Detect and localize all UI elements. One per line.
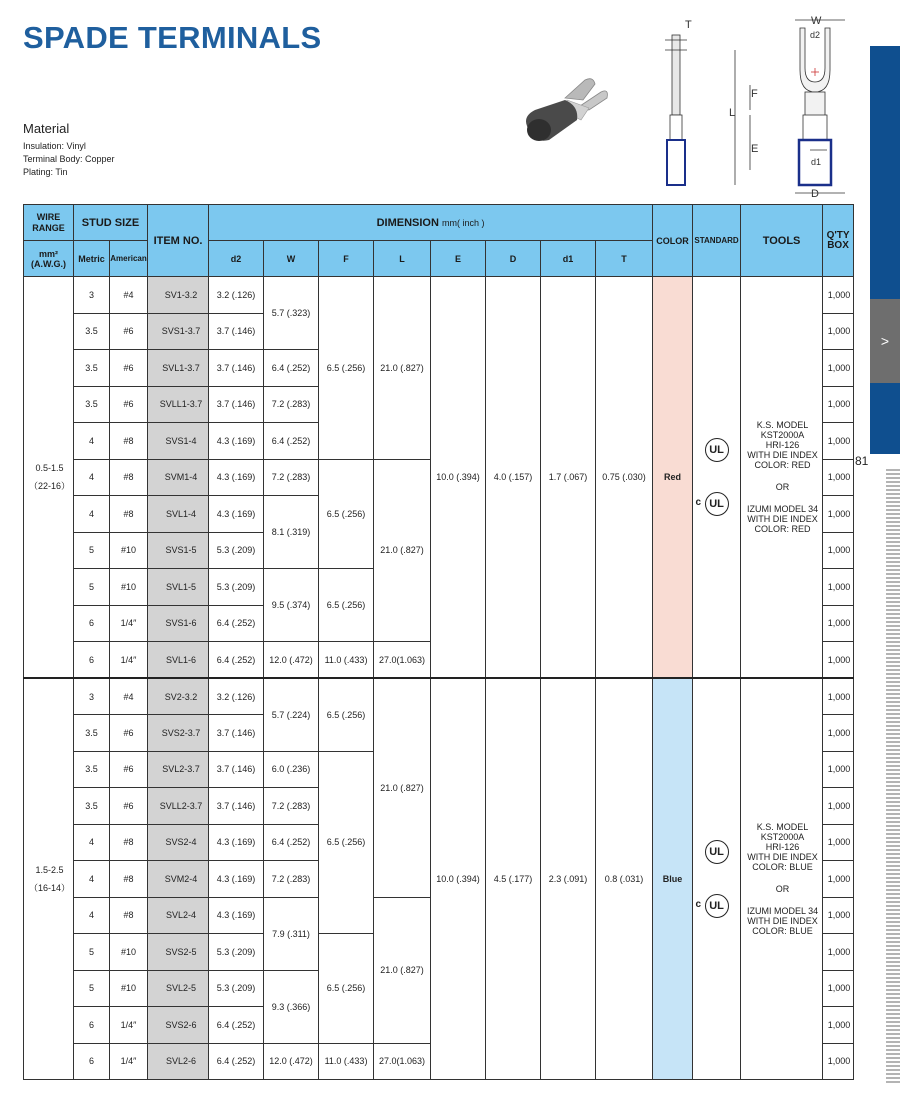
american-cell: #8 [110, 824, 148, 861]
american-cell: #6 [110, 313, 148, 350]
american-cell: 1/4″ [110, 1007, 148, 1044]
header-wire-range: WIRE RANGE [24, 205, 74, 241]
w-cell: 9.3 (.366) [264, 970, 319, 1043]
metric-cell: 3.5 [74, 313, 110, 350]
item-no-cell: SVL1-5 [148, 569, 209, 606]
t-cell: 0.8 (.031) [596, 678, 653, 1080]
item-no-cell: SVS1-3.7 [148, 313, 209, 350]
f-cell: 6.5 (.256) [319, 277, 374, 460]
metric-cell: 5 [74, 934, 110, 971]
d2-cell: 4.3 (.169) [209, 824, 264, 861]
american-cell: #6 [110, 386, 148, 423]
qty-cell: 1,000 [823, 934, 854, 971]
american-cell: #8 [110, 423, 148, 460]
d2-cell: 4.3 (.169) [209, 897, 264, 934]
w-cell: 7.2 (.283) [264, 459, 319, 496]
l-cell: 21.0 (.827) [374, 459, 431, 642]
metric-cell: 3.5 [74, 788, 110, 825]
w-cell: 7.2 (.283) [264, 861, 319, 898]
material-plating: Plating: Tin [23, 167, 68, 177]
qty-cell: 1,000 [823, 678, 854, 715]
w-cell: 12.0 (.472) [264, 1043, 319, 1080]
f-cell: 6.5 (.256) [319, 459, 374, 569]
d-cell: 4.0 (.157) [486, 277, 541, 679]
f-cell: 6.5 (.256) [319, 678, 374, 751]
l-cell: 21.0 (.827) [374, 277, 431, 460]
d-cell: 4.5 (.177) [486, 678, 541, 1080]
w-cell: 6.4 (.252) [264, 824, 319, 861]
table-row [24, 277, 854, 314]
header-item-no: ITEM NO. [148, 205, 209, 277]
qty-cell: 1,000 [823, 897, 854, 934]
header-d1: d1 [541, 241, 596, 277]
item-no-cell: SVM2-4 [148, 861, 209, 898]
svg-text:F: F [751, 88, 758, 100]
w-cell: 12.0 (.472) [264, 642, 319, 679]
metric-cell: 4 [74, 861, 110, 898]
svg-text:W: W [811, 15, 822, 27]
item-no-cell: SVS1-6 [148, 605, 209, 642]
e-cell: 10.0 (.394) [431, 678, 486, 1080]
ul-listed-icon: UL [705, 840, 729, 864]
qty-cell: 1,000 [823, 423, 854, 460]
qty-cell: 1,000 [823, 459, 854, 496]
d1-cell: 1.7 (.067) [541, 277, 596, 679]
color-cell: Red [653, 277, 693, 679]
american-cell: #10 [110, 569, 148, 606]
f-cell: 6.5 (.256) [319, 751, 374, 934]
metric-cell: 4 [74, 897, 110, 934]
d2-cell: 4.3 (.169) [209, 861, 264, 898]
item-no-cell: SVS1-4 [148, 423, 209, 460]
item-no-cell: SVL1-4 [148, 496, 209, 533]
standard-cell: UL c UL [693, 277, 741, 679]
w-cell: 7.9 (.311) [264, 897, 319, 970]
w-cell: 9.5 (.374) [264, 569, 319, 642]
header-d2: d2 [209, 241, 264, 277]
metric-cell: 5 [74, 532, 110, 569]
item-no-cell: SVM1-4 [148, 459, 209, 496]
metric-cell: 6 [74, 605, 110, 642]
american-cell: #8 [110, 861, 148, 898]
item-no-cell: SVL2-3.7 [148, 751, 209, 788]
american-cell: #8 [110, 496, 148, 533]
american-cell: #8 [110, 459, 148, 496]
header-l: L [374, 241, 431, 277]
header-t: T [596, 241, 653, 277]
header-american: American [110, 241, 148, 277]
qty-cell: 1,000 [823, 386, 854, 423]
item-no-cell: SVS2-3.7 [148, 715, 209, 752]
american-cell: #6 [110, 350, 148, 387]
material-heading: Material [23, 121, 70, 136]
american-cell: #4 [110, 678, 148, 715]
item-no-cell: SV2-3.2 [148, 678, 209, 715]
item-no-cell: SVL2-5 [148, 970, 209, 1007]
l-cell: 21.0 (.827) [374, 678, 431, 897]
qty-cell: 1,000 [823, 1043, 854, 1080]
section-side-tab [870, 46, 900, 454]
index-ruler [886, 468, 900, 1083]
svg-text:L: L [729, 107, 736, 119]
american-cell: #10 [110, 970, 148, 1007]
header-standard: STANDARD [693, 205, 741, 277]
qty-cell: 1,000 [823, 350, 854, 387]
w-cell: 7.2 (.283) [264, 788, 319, 825]
metric-cell: 3.5 [74, 386, 110, 423]
product-photo [515, 70, 625, 150]
header-e: E [431, 241, 486, 277]
header-qty: Q'TY BOX [823, 205, 854, 277]
metric-cell: 5 [74, 569, 110, 606]
metric-cell: 3.5 [74, 350, 110, 387]
header-dimension: DIMENSION mm( inch ) [209, 205, 653, 241]
page-number: 81 [855, 454, 869, 468]
spec-table [23, 204, 854, 1080]
american-cell: #8 [110, 897, 148, 934]
item-no-cell: SVS2-4 [148, 824, 209, 861]
t-cell: 0.75 (.030) [596, 277, 653, 679]
cul-listed-icon: UL [705, 492, 729, 516]
l-cell: 27.0(1.063) [374, 642, 431, 679]
american-cell: #4 [110, 277, 148, 314]
item-no-cell: SVS2-6 [148, 1007, 209, 1044]
l-cell: 27.0(1.063) [374, 1043, 431, 1080]
qty-cell: 1,000 [823, 861, 854, 898]
d2-cell: 4.3 (.169) [209, 423, 264, 460]
d2-cell: 6.4 (.252) [209, 1007, 264, 1044]
d2-cell: 3.7 (.146) [209, 788, 264, 825]
svg-text:D: D [811, 188, 819, 200]
d2-cell: 3.7 (.146) [209, 751, 264, 788]
header-f: F [319, 241, 374, 277]
d2-cell: 5.3 (.209) [209, 532, 264, 569]
material-insulation: Insulation: Vinyl [23, 141, 86, 151]
american-cell: #6 [110, 751, 148, 788]
table-row [24, 678, 854, 715]
w-cell: 5.7 (.224) [264, 678, 319, 751]
item-no-cell: SVS1-5 [148, 532, 209, 569]
item-no-cell: SVL1-6 [148, 642, 209, 679]
qty-cell: 1,000 [823, 751, 854, 788]
qty-cell: 1,000 [823, 642, 854, 679]
american-cell: 1/4″ [110, 1043, 148, 1080]
qty-cell: 1,000 [823, 824, 854, 861]
american-cell: #6 [110, 788, 148, 825]
svg-text:d1: d1 [811, 157, 822, 167]
header-wire-unit: mm² (A.W.G.) [24, 241, 74, 277]
tools-cell: K.S. MODEL KST2000A HRI-126 WITH DIE INDEX COLOR: BLUE OR IZUMI MODEL 34 WITH DIE INDEX COLOR: BLUE [741, 678, 823, 1080]
qty-cell: 1,000 [823, 715, 854, 752]
svg-text:d2: d2 [810, 30, 821, 40]
qty-cell: 1,000 [823, 569, 854, 606]
american-cell: #10 [110, 532, 148, 569]
metric-cell: 4 [74, 423, 110, 460]
metric-cell: 3.5 [74, 715, 110, 752]
d2-cell: 4.3 (.169) [209, 496, 264, 533]
e-cell: 10.0 (.394) [431, 277, 486, 679]
ul-listed-icon: UL [705, 438, 729, 462]
qty-cell: 1,000 [823, 788, 854, 825]
qty-cell: 1,000 [823, 970, 854, 1007]
w-cell: 6.4 (.252) [264, 423, 319, 460]
tools-cell: K.S. MODEL KST2000A HRI-126 WITH DIE INDEX COLOR: RED OR IZUMI MODEL 34 WITH DIE INDEX COLOR: RED [741, 277, 823, 679]
qty-cell: 1,000 [823, 313, 854, 350]
header-stud-size: STUD SIZE [74, 205, 148, 241]
metric-cell: 6 [74, 642, 110, 679]
svg-text:T: T [685, 19, 692, 31]
d2-cell: 4.3 (.169) [209, 459, 264, 496]
header-tools: TOOLS [741, 205, 823, 277]
american-cell: #6 [110, 715, 148, 752]
metric-cell: 6 [74, 1043, 110, 1080]
w-cell: 6.0 (.236) [264, 751, 319, 788]
american-cell: 1/4″ [110, 605, 148, 642]
svg-text:E: E [751, 143, 759, 155]
metric-cell: 4 [74, 824, 110, 861]
wire-range-cell: 0.5-1.5 （22-16） [24, 277, 74, 679]
color-cell: Blue [653, 678, 693, 1080]
d2-cell: 3.7 (.146) [209, 350, 264, 387]
metric-cell: 5 [74, 970, 110, 1007]
d2-cell: 6.4 (.252) [209, 642, 264, 679]
w-cell: 6.4 (.252) [264, 350, 319, 387]
header-metric: Metric [74, 241, 110, 277]
d2-cell: 3.2 (.126) [209, 678, 264, 715]
f-cell: 11.0 (.433) [319, 642, 374, 679]
page-title: SPADE TERMINALS [23, 20, 322, 55]
item-no-cell: SVS2-5 [148, 934, 209, 971]
d2-cell: 3.7 (.146) [209, 715, 264, 752]
metric-cell: 4 [74, 459, 110, 496]
qty-cell: 1,000 [823, 532, 854, 569]
header-d: D [486, 241, 541, 277]
header-color: COLOR [653, 205, 693, 277]
wire-range-cell: 1.5-2.5 （16-14） [24, 678, 74, 1080]
w-cell: 8.1 (.319) [264, 496, 319, 569]
metric-cell: 6 [74, 1007, 110, 1044]
terminal-drawing [645, 10, 860, 200]
qty-cell: 1,000 [823, 605, 854, 642]
d2-cell: 3.2 (.126) [209, 277, 264, 314]
w-cell: 5.7 (.323) [264, 277, 319, 350]
qty-cell: 1,000 [823, 1007, 854, 1044]
d2-cell: 5.3 (.209) [209, 569, 264, 606]
d2-cell: 3.7 (.146) [209, 386, 264, 423]
d2-cell: 5.3 (.209) [209, 970, 264, 1007]
item-no-cell: SV1-3.2 [148, 277, 209, 314]
w-cell: 7.2 (.283) [264, 386, 319, 423]
metric-cell: 4 [74, 496, 110, 533]
d1-cell: 2.3 (.091) [541, 678, 596, 1080]
qty-cell: 1,000 [823, 277, 854, 314]
f-cell: 11.0 (.433) [319, 1043, 374, 1080]
item-no-cell: SVL1-3.7 [148, 350, 209, 387]
metric-cell: 3 [74, 678, 110, 715]
d2-cell: 5.3 (.209) [209, 934, 264, 971]
cul-listed-icon: UL [705, 894, 729, 918]
d2-cell: 6.4 (.252) [209, 605, 264, 642]
american-cell: 1/4″ [110, 642, 148, 679]
material-body: Terminal Body: Copper [23, 154, 115, 164]
l-cell: 21.0 (.827) [374, 897, 431, 1043]
american-cell: #10 [110, 934, 148, 971]
metric-cell: 3 [74, 277, 110, 314]
item-no-cell: SVLL2-3.7 [148, 788, 209, 825]
d2-cell: 6.4 (.252) [209, 1043, 264, 1080]
item-no-cell: SVL2-4 [148, 897, 209, 934]
f-cell: 6.5 (.256) [319, 569, 374, 642]
qty-cell: 1,000 [823, 496, 854, 533]
item-no-cell: SVL2-6 [148, 1043, 209, 1080]
standard-cell: UL c UL [693, 678, 741, 1080]
side-tab-arrow-icon: > [870, 299, 900, 383]
metric-cell: 3.5 [74, 751, 110, 788]
f-cell: 6.5 (.256) [319, 934, 374, 1044]
header-w: W [264, 241, 319, 277]
item-no-cell: SVLL1-3.7 [148, 386, 209, 423]
d2-cell: 3.7 (.146) [209, 313, 264, 350]
